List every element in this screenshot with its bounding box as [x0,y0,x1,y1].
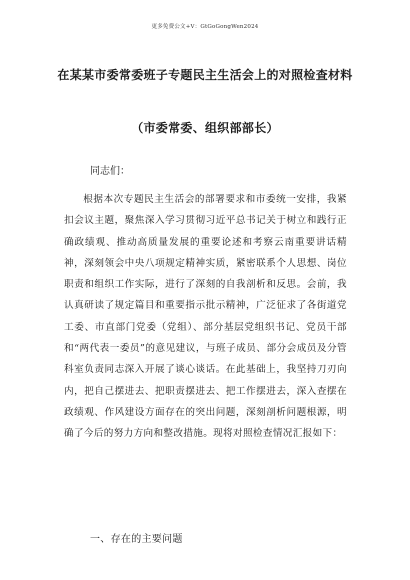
salutation: 同志们： [90,166,130,177]
body-paragraph: 根据本次专题民主生活会的部署要求和市委统一安排，我紧扣会议主题，聚焦深入学习贯彻习近平总书记关于树立和践行正确政绩观、推动高质量发展的重要论述和考察云南重要讲话精神，深刻领会中央八项规定精神实质，紧密联系个人思想、岗位职责和组织工作实际，进行了深刻的自我剖析和反思。会前，我认真研读了规定篇目和重要指示批示精神，广泛征求了各街道党工委、市直部门党委（党组）、部分基层党组织书记、党员干部和“两代表一委员”的意见建议，与班子成员、部分会成员及分管科室负责同志深入开展了谈心谈话。在此基础上，我坚持刀刃向内，把自己摆进去、把职责摆进去、把工作摆进去，深入查摆在政绩观、作风建设方面存在的突出问题，深刻剖析问题根源，明确了今后的努力方向和整改措施。现将对照检查情况汇报如下： [64,194,347,440]
document-title: 在某某市委常委班子专题民主生活会上的对照检查材料 [57,68,353,82]
section-heading: 一、存在的主要问题 [90,534,183,545]
page-header-note: 更多免费公文+V：GtGoGongWen2024 [151,24,259,30]
document-subtitle: （市委常委、组织部部长） [131,121,279,135]
body-text [64,189,347,445]
